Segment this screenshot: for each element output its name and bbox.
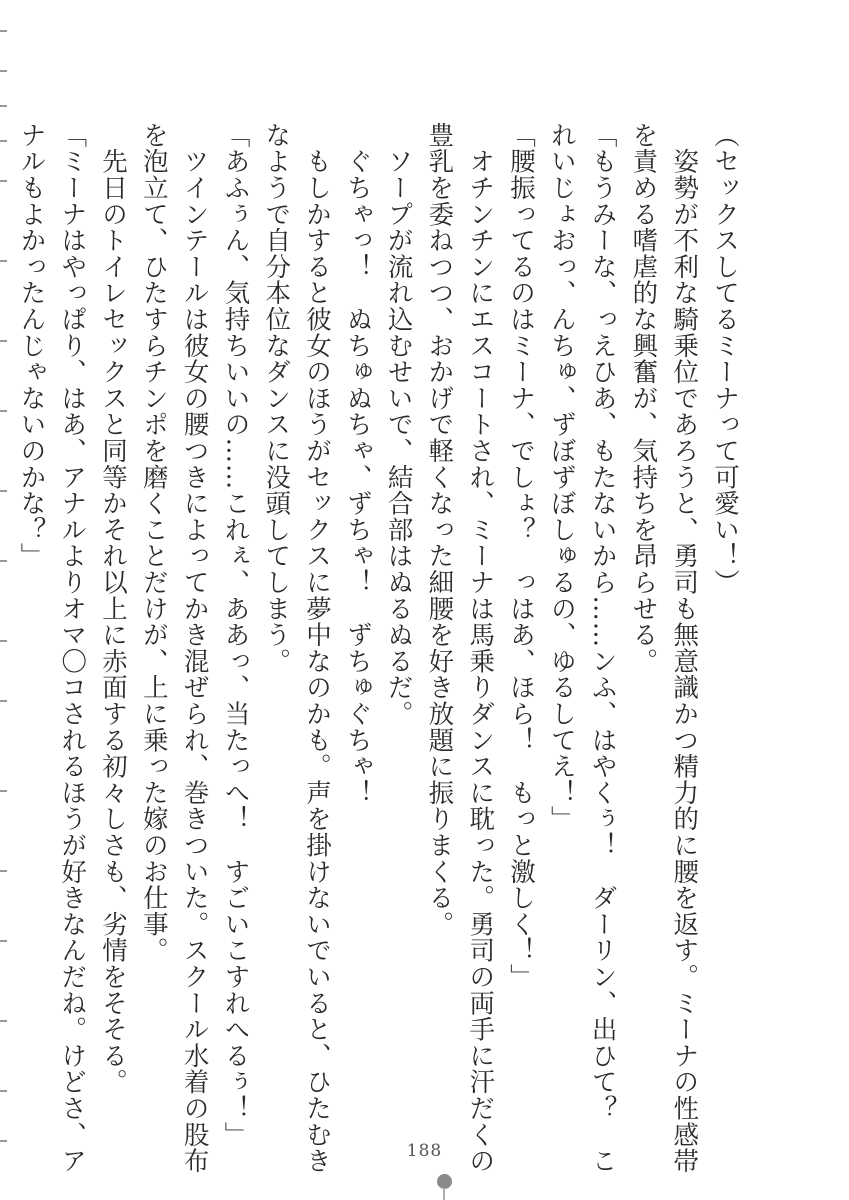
text-line: ぐちゃっ！ ぬちゅぬちゃ、ずちゃ！ ずちゅぐちゃ！	[342, 122, 373, 806]
text-line: ナルもよかったんじゃないのかな？」	[16, 122, 47, 570]
text-line: もしかすると彼女のほうがセックスに夢中なのかも。声を掛けないでいると、ひたむき	[302, 122, 333, 1174]
text-line: れいじょおっ、んちゅ、ずぼずぼしゅるの、ゆるしてえ！」	[546, 122, 577, 833]
page-number: 188	[406, 1141, 443, 1161]
text-line: 豊乳を委ねつつ、おかげで軽くなった細腰を好き放題に振りまくる。	[424, 122, 455, 938]
text-line: 「ミーナはやっぱり、はあ、アナルよりオマ〇コされるほうが好きなんだね。けどさ、ア	[57, 122, 88, 1174]
scan-edge-marks	[0, 0, 8, 1200]
text-line: ソープが流れ込むせいで、結合部はぬるぬるだ。	[383, 122, 414, 727]
text-line: （セックスしてるミーナって可愛い！）	[710, 122, 740, 596]
binding-hole-dot	[437, 1174, 452, 1189]
text-line: 「あふぅん、気持ちいいの……これぇ、ああっ、当たっへ！ すごいこすれへるぅ！」	[220, 122, 251, 1148]
binding-line	[443, 1188, 445, 1200]
text-line: オチンチンにエスコートされ、ミーナは馬乗りダンスに耽った。勇司の両手に汗だくの	[465, 122, 496, 1174]
text-line: を責める嗜虐的な興奮が、気持ちを昂らせる。	[628, 122, 659, 675]
text-line: 先日のトイレセックスと同等かそれ以上に赤面する初々しさも、劣情をそそる。	[98, 122, 129, 1096]
text-line: ツインテールは彼女の腰つきによってかき混ぜられ、巻きついた。スクール水着の股布	[179, 122, 210, 1174]
text-line: を泡立て、ひたすらチンポを磨くことだけが、上に乗った嫁のお仕事。	[138, 122, 169, 964]
text-line: 「腰振ってるのはミーナ、でしょ？ っはあ、ほら！ もっと激しく！」	[506, 122, 537, 990]
text-line: 「もうみーな、っえひあ、もたないから……ンふ、はやくぅ！ ダーリン、出ひて？ こ	[587, 122, 618, 1174]
text-line: なようで自分本位なダンスに没頭してしまう。	[261, 122, 292, 675]
text-line: 姿勢が不利な騎乗位であろうと、勇司も無意識かつ精力的に腰を返す。ミーナの性感帯	[669, 122, 700, 1174]
